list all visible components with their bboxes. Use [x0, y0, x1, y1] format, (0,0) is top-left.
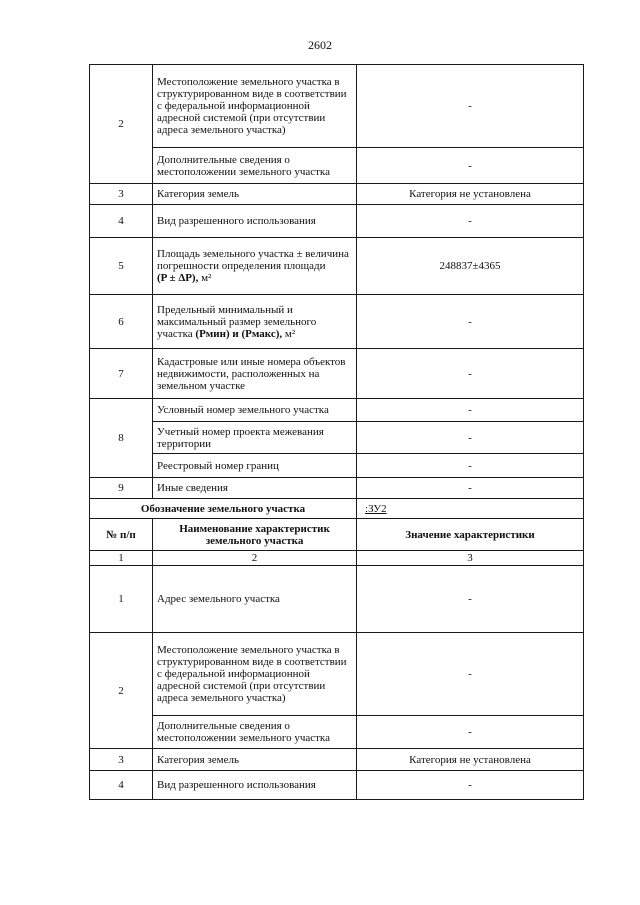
characteristic-name: Вид разрешенного использования — [153, 205, 357, 238]
characteristic-value: - — [357, 205, 584, 238]
header-name: Наименование характеристик земельного участка — [153, 519, 357, 551]
header-row — [90, 519, 584, 551]
characteristic-value: - — [357, 478, 584, 499]
row-number: 7 — [90, 349, 153, 399]
table-row — [90, 454, 584, 478]
characteristic-name: Местоположение земельного участка в структурированном виде в соответствии с федеральной информационной адресной системой (при отсутствии адреса земельного участка) — [153, 633, 357, 716]
row-number: 4 — [90, 771, 153, 800]
table-row — [90, 566, 584, 633]
characteristic-value: - — [357, 148, 584, 184]
characteristic-value: - — [357, 454, 584, 478]
row-number: 8 — [90, 399, 153, 478]
characteristic-name: Местоположение земельного участка в структурированном виде в соответствии с федеральной информационной адресной системой (при отсутствии адреса земельного участка) — [153, 65, 357, 148]
row-number: 3 — [90, 184, 153, 205]
header-number: № п/п — [90, 519, 153, 551]
column-index: 2 — [153, 551, 357, 566]
table-row — [90, 295, 584, 349]
characteristic-value: - — [357, 349, 584, 399]
table-row — [90, 349, 584, 399]
column-index: 1 — [90, 551, 153, 566]
row-number: 6 — [90, 295, 153, 349]
table-row — [90, 422, 584, 454]
characteristic-name: Условный номер земельного участка — [153, 399, 357, 422]
unit-text: м² — [198, 272, 212, 284]
characteristic-value: - — [357, 633, 584, 716]
row-number: 4 — [90, 205, 153, 238]
header-value: Значение характеристики — [357, 519, 584, 551]
table-row — [90, 184, 584, 205]
table-row — [90, 478, 584, 499]
table-row — [90, 238, 584, 295]
characteristic-name: Вид разрешенного использования — [153, 771, 357, 800]
characteristic-name — [153, 295, 357, 349]
unit-text: м² — [282, 327, 296, 340]
characteristic-value: - — [357, 716, 584, 749]
table-row — [90, 633, 584, 716]
name-text: Предельный минимальный и максимальный размер земельного участка — [157, 303, 317, 340]
column-index: 3 — [357, 551, 584, 566]
table-row — [90, 771, 584, 800]
characteristic-value: - — [357, 65, 584, 148]
characteristics-table-continued — [89, 64, 583, 499]
row-number: 2 — [90, 633, 153, 749]
characteristic-name: Категория земель — [153, 749, 357, 771]
index-row — [90, 551, 584, 566]
characteristic-value: - — [357, 771, 584, 800]
table-row — [90, 399, 584, 422]
row-number: 1 — [90, 566, 153, 633]
characteristic-name: Адрес земельного участка — [153, 566, 357, 633]
table-row — [90, 205, 584, 238]
characteristic-name: Учетный номер проекта межевания территории — [153, 422, 357, 454]
table-row — [90, 148, 584, 184]
characteristic-value: 248837±4365 — [357, 238, 584, 295]
table-row — [90, 716, 584, 749]
formula-text: (Рмин) и (Рмакс), — [195, 327, 283, 340]
characteristic-name: Дополнительные сведения о местоположении земельного участка — [153, 716, 357, 749]
characteristic-value: - — [357, 399, 584, 422]
table-row — [90, 65, 584, 148]
characteristic-name — [153, 238, 357, 295]
characteristic-name: Кадастровые или иные номера объектов недвижимости, расположенных на земельном участке — [153, 349, 357, 399]
characteristic-value: - — [357, 422, 584, 454]
characteristic-name: Реестровый номер границ — [153, 454, 357, 478]
characteristic-value: - — [357, 295, 584, 349]
page-number: 2602 — [308, 38, 332, 52]
formula-text: (P ± ΔP), — [157, 272, 199, 284]
designation-row — [90, 499, 584, 519]
row-number: 5 — [90, 238, 153, 295]
characteristic-value: Категория не установлена — [357, 184, 584, 205]
characteristic-value: Категория не установлена — [357, 749, 584, 771]
row-number: 2 — [90, 65, 153, 184]
characteristics-table-zu2 — [89, 498, 583, 800]
name-text: Площадь земельного участка ± величина погрешности определения площади — [157, 248, 349, 272]
designation-label: Обозначение земельного участка — [90, 499, 357, 519]
characteristic-name: Дополнительные сведения о местоположении земельного участка — [153, 148, 357, 184]
row-number: 9 — [90, 478, 153, 499]
designation-value: :ЗУ2 — [357, 499, 584, 519]
characteristic-value: - — [357, 566, 584, 633]
table-row — [90, 749, 584, 771]
characteristic-name: Категория земель — [153, 184, 357, 205]
row-number: 3 — [90, 749, 153, 771]
characteristic-name: Иные сведения — [153, 478, 357, 499]
